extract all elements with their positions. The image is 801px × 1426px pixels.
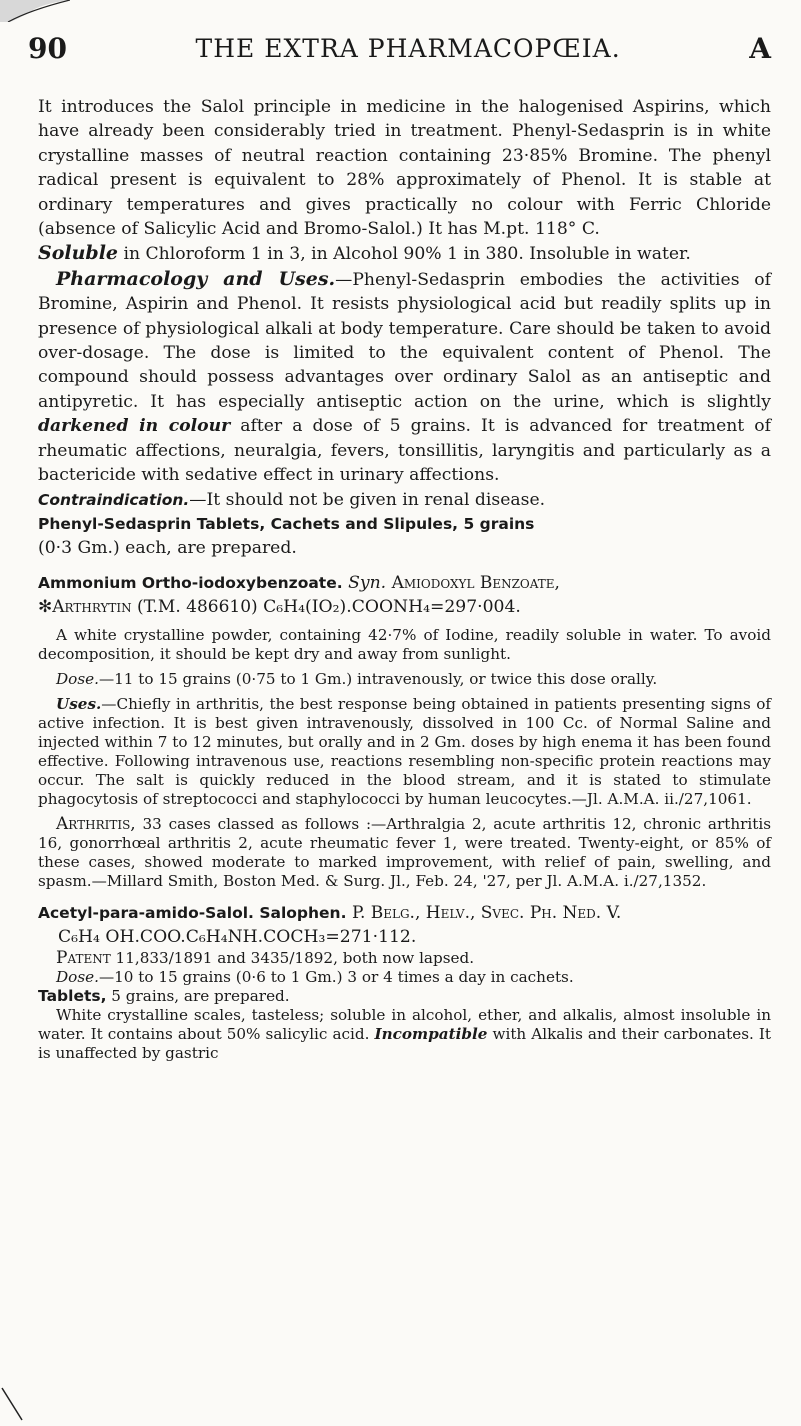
pharmacology-text-1: —Phenyl-Sedasprin embodies the activities of Bromine, Aspirin and Phenol. It resists physiological acid but readily splits up in presence of physiological alkali at body temperature. Care should be taken to avoid over-dosage. The dose is limited to the equivalent content of Phenol. The compound should possess advantages over ordinary Salol as an antiseptic and antipyretic. It has especially antiseptic action on the urine, which is slightly	[38, 269, 771, 412]
soluble-label: Soluble	[38, 242, 119, 265]
tablets-label: Phenyl-Sedasprin Tablets, Cachets and Slipules, 5 grains	[38, 514, 535, 533]
section-letter: A	[749, 31, 771, 65]
pharmacology-paragraph	[38, 267, 771, 488]
pharmacology-label: Pharmacology and Uses.	[56, 267, 336, 290]
acetyl-pharm: P. Belg., Helv., Svec. Ph. Ned. V.	[351, 902, 622, 923]
pharmacology-italic: darkened in colour	[38, 416, 231, 437]
acetyl-desc-1: White crystalline scales, tasteless; soluble in alcohol, ether, and alkalis, almost insoluble in water. It contains about 50% salicylic acid.	[38, 1005, 771, 1043]
ammonium-dose-label: Dose.	[56, 669, 99, 688]
salol-paragraph: It introduces the Salol principle in medicine in the halogenised Aspirins, which have already been considerably tried in treatment. Phenyl-Sedasprin is in white crystalline masses of neutral reaction containing 23·85% Bromine. The phenyl radical present is equivalent to 28% approximately of Phenol. It is stable at ordinary temperatures and gives practically no colour with Ferric Chloride (absence of Salicylic Acid and Bromo-Salol.) It has M.pt. 118° C.	[38, 97, 771, 240]
tablets-text: (0·3 Gm.) each, are prepared.	[38, 538, 297, 559]
ammonium-dose-text: —11 to 15 grains (0·75 to 1 Gm.) intravenously, or twice this dose orally.	[98, 669, 658, 688]
contraindication-paragraph	[38, 488, 771, 512]
acetyl-desc-2: with Alkalis and their carbonates. It is unaffected by gastric	[38, 1024, 771, 1062]
soluble-paragraph	[38, 241, 771, 266]
page-corner-mark	[0, 0, 70, 22]
acetyl-patent-label: Patent	[56, 947, 111, 968]
ammonium-formula: C₆H₄(IO₂).COONH₄=297·004.	[263, 597, 521, 618]
pharmacology-text-2: after a dose of 5 grains. It is advanced for treatment of rheumatic affections, neuralgia, fevers, tonsillitis, laryngitis and particularly as a bactericide with sedative effect in urinary affections.	[38, 416, 771, 486]
ammonium-uses-label: Uses.	[56, 694, 102, 713]
page-header	[28, 30, 771, 66]
ammonium-arthritis-text: 33 cases classed as follows :—Arthralgia 2, acute arthritis 12, chronic arthritis 16, gonorrhœal arthritis 2, acute rheumatic fever 1, were treated. Twenty-eight, or 85% of these cases, showed moderate to marked improvement, with relief of pain, swelling, and spasm.—Millard Smith, Boston Med. & Surg. Jl., Feb. 24, '27, per Jl. A.M.A. i./27,1352.	[38, 814, 771, 890]
acetyl-dose-label: Dose.	[56, 967, 99, 986]
acetyl-formula: C₆H₄ OH.COO.C₆H₄NH.COCH₃=271·112.	[58, 926, 417, 947]
acetyl-dose-text: —10 to 15 grains (0·6 to 1 Gm.) 3 or 4 times a day in cachets.	[98, 967, 574, 986]
acetyl-incompatible: Incompatible	[374, 1024, 488, 1043]
acetyl-title: Acetyl-para-amido-Salol. Salophen.	[38, 903, 347, 922]
contraindication-text: —It should not be given in renal disease.	[189, 489, 546, 510]
ammonium-dose	[38, 670, 771, 689]
acetyl-tablets-text: 5 grains, are prepared.	[106, 986, 290, 1005]
page-corner-mark-bottom	[0, 1386, 40, 1426]
ammonium-description: A white crystalline powder, containing 42·7% of Iodine, readily soluble in water. To avoid decomposition, it should be kept dry and away from sunlight.	[38, 625, 771, 663]
ammonium-arthritis	[38, 815, 771, 891]
acetyl-tablets-label: Tablets,	[38, 986, 107, 1005]
ammonium-title: Ammonium Ortho-iodoxybenzoate.	[38, 573, 343, 592]
ammonium-heading	[38, 571, 771, 620]
ammonium-uses	[38, 695, 771, 809]
ammonium-trade: ✻Arthrytin (T.M. 486610)	[38, 597, 258, 618]
page-body	[38, 95, 771, 1063]
ammonium-syn-label: Syn.	[348, 572, 387, 593]
acetyl-patent-text: 11,833/1891 and 3435/1892, both now lapsed.	[110, 948, 475, 967]
contraindication-label: Contraindication.	[38, 490, 190, 509]
acetyl-dose	[38, 968, 771, 1006]
ammonium-uses-text: —Chiefly in arthritis, the best response being obtained in patients presenting signs of active infection. It is best given intravenously, dissolved in 100 Cc. of Normal Saline and injected within 7 to 12 minutes, but orally and in 2 Gm. doses by high enema it has been found effective. Following intravenous use, reactions resembling non-specific protein reactions may occur. The salt is quickly reduced in the blood stream, and it is stated to stimulate phagocytosis of streptococci and staphylococci by human leucocytes.—Jl. A.M.A. ii./27,1061.	[38, 694, 771, 808]
acetyl-description	[38, 1006, 771, 1063]
running-title: THE EXTRA PHARMACOPŒIA.	[195, 33, 621, 63]
page-number: 90	[28, 31, 67, 65]
tablets-paragraph	[38, 512, 771, 561]
acetyl-heading	[38, 901, 771, 925]
acetyl-patent	[38, 949, 771, 968]
ammonium-syn-name: Amiodoxyl Benzoate,	[391, 572, 560, 593]
ammonium-arthritis-label: Arthritis,	[56, 813, 136, 834]
soluble-text: in Chloroform 1 in 3, in Alcohol 90% 1 in 380. Insoluble in water.	[118, 244, 691, 265]
